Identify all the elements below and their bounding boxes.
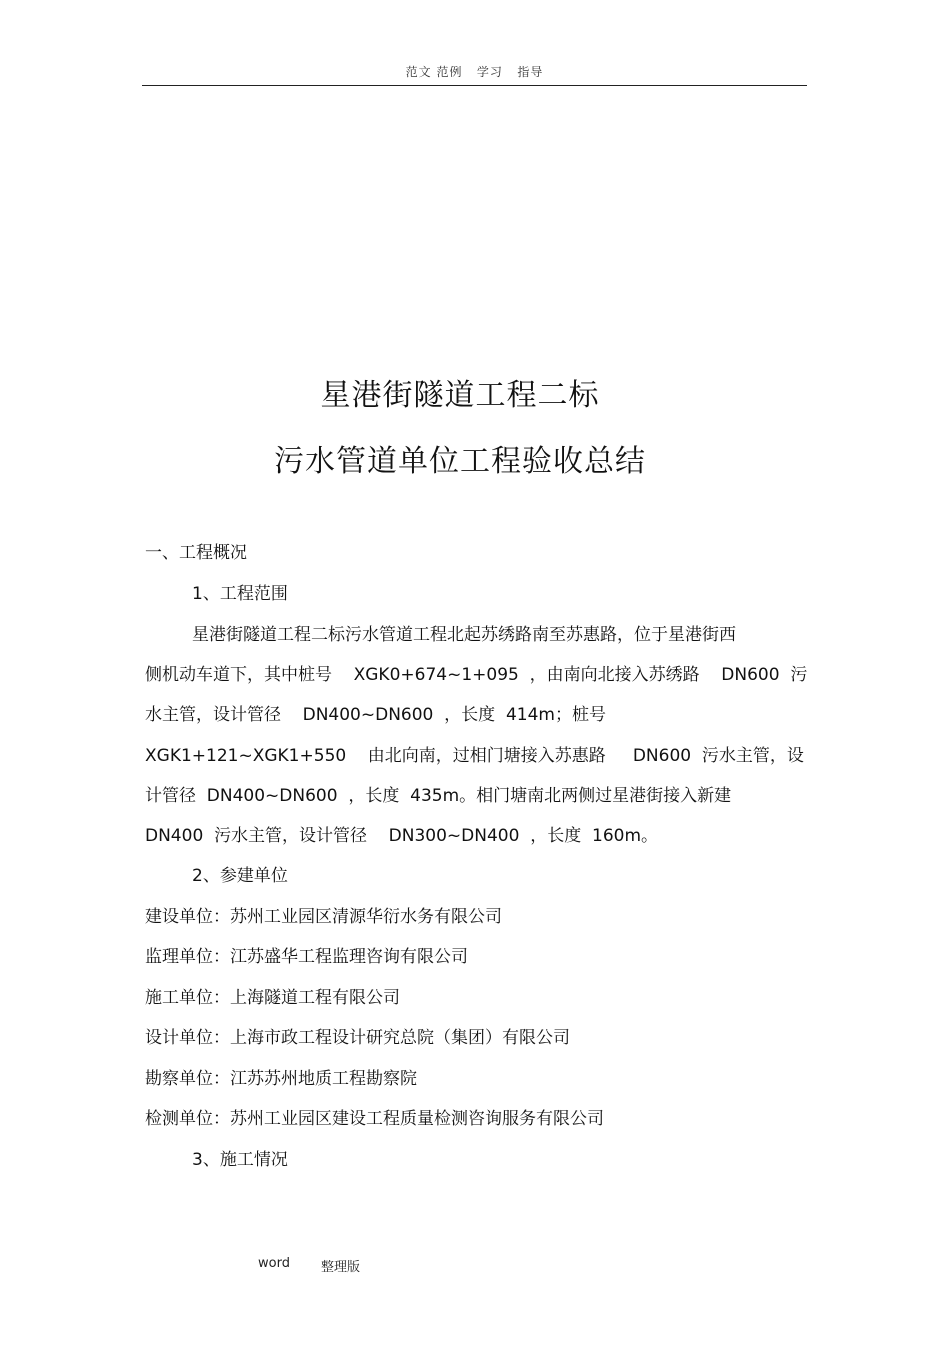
participant-unit-line: 设计单位：上海市政工程设计研究总院（集团）有限公司 [145,1028,570,1048]
footer-version-label: 整理版 [321,1260,361,1275]
scope-paragraph-line: 水主管，设计管径 DN400~DN600 ，长度 414m；桩号 [145,705,606,725]
scope-paragraph-line: 计管径 DN400~DN600 ，长度 435m。相门塘南北两侧过星港街接入新建 [145,786,732,806]
scope-paragraph-line: 侧机动车道下，其中桩号 XGK0+674~1+095 ，由南向北接入苏绣路 DN600 污 [145,665,808,685]
scope-paragraph-line: 星港街隧道工程二标污水管道工程北起苏绣路南至苏惠路，位于星港街西 [192,625,736,645]
participant-unit-line: 检测单位：苏州工业园区建设工程质量检测咨询服务有限公司 [145,1109,604,1129]
scope-paragraph-line: XGK1+121~XGK1+550 由北向南，过相门塘接入苏惠路 DN600 污水主管，设 [145,746,804,766]
subsection-heading-participants: 2、参建单位 [192,866,288,886]
header-divider [142,85,807,86]
participant-unit-line: 勘察单位：江苏苏州地质工程勘察院 [145,1069,417,1089]
subsection-heading-scope: 1、工程范围 [192,584,288,604]
participant-unit-line: 监理单位：江苏盛华工程监理咨询有限公司 [145,947,468,967]
section-heading-overview: 一、工程概况 [145,543,247,563]
participant-unit-line: 施工单位：上海隧道工程有限公司 [145,988,400,1008]
document-title-line-1: 星港街隧道工程二标 [320,378,600,413]
scope-paragraph-line: DN400 污水主管，设计管径 DN300~DN400 ，长度 160m。 [145,826,659,846]
footer-word-label: word [258,1256,290,1271]
participant-unit-line: 建设单位：苏州工业园区清源华衍水务有限公司 [145,907,502,927]
document-title-line-2: 污水管道单位工程验收总结 [274,444,646,479]
page-header-text: 范文 范例 学习 指导 [405,65,544,79]
subsection-heading-construction: 3、施工情况 [192,1150,288,1170]
